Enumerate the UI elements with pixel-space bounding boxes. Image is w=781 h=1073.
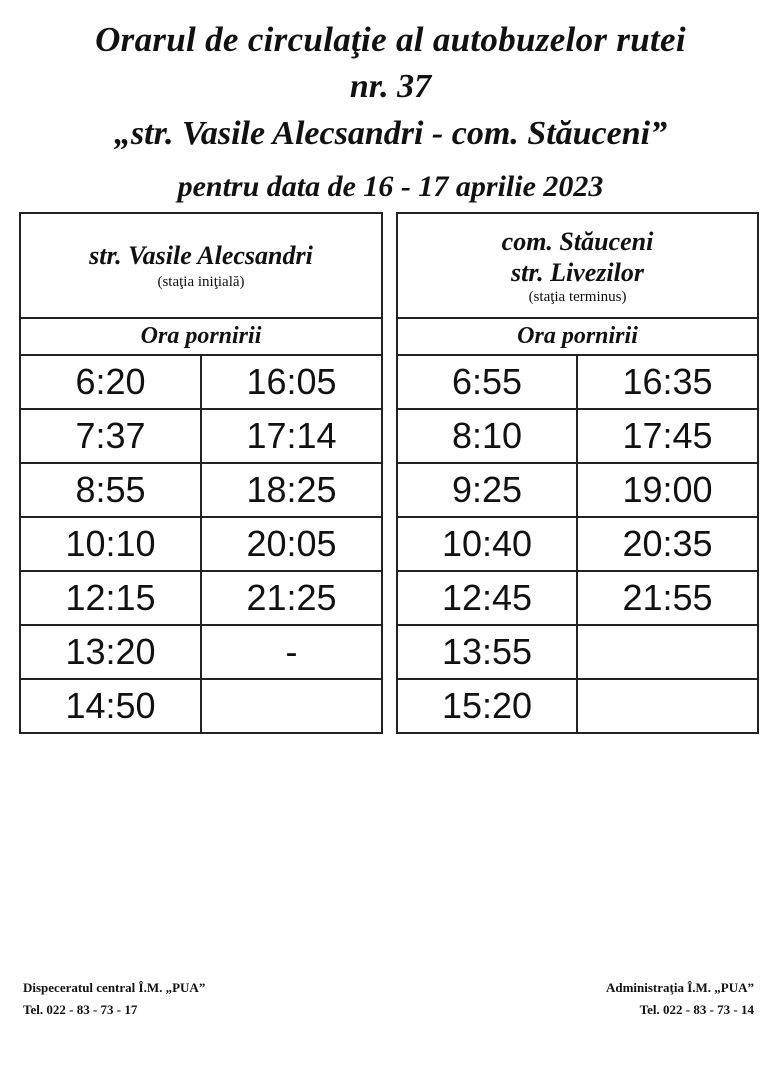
departure-time: 13:20 [20, 625, 201, 679]
initial-departure-label: Ora pornirii [20, 318, 382, 355]
departure-time: 8:55 [20, 463, 201, 517]
dispatch-label: Dispeceratul central Î.M. „PUA” [23, 980, 206, 995]
departure-time: 12:45 [397, 571, 577, 625]
departure-time [577, 679, 758, 733]
route-name: „str. Vasile Alecsandri - com. Stăuceni” [113, 115, 668, 152]
table-row [20, 355, 382, 409]
departure-time [201, 679, 382, 733]
route-number: nr. 37 [349, 68, 432, 105]
departure-time: 13:55 [397, 625, 577, 679]
terminus-station-header [397, 213, 758, 318]
departure-time: 10:40 [397, 517, 577, 571]
table-row [20, 679, 382, 733]
departure-time: 16:05 [201, 355, 382, 409]
table-row [20, 409, 382, 463]
timetable-initial-station [19, 212, 383, 734]
departure-time: 17:14 [201, 409, 382, 463]
departure-time: 20:35 [577, 517, 758, 571]
departure-time: 6:20 [20, 355, 201, 409]
table-row [20, 517, 382, 571]
departure-time: 6:55 [397, 355, 577, 409]
departure-time: 17:45 [577, 409, 758, 463]
departure-time: 15:20 [397, 679, 577, 733]
initial-station-note: (staţia iniţială) [157, 274, 245, 290]
footer-administration [606, 977, 754, 1021]
departure-time: 18:25 [201, 463, 382, 517]
departure-time: 21:25 [201, 571, 382, 625]
footer-dispatch [23, 977, 205, 1021]
table-row [20, 571, 382, 625]
table-row [397, 625, 758, 679]
table-row [397, 355, 758, 409]
administration-label: Administraţia Î.M. „PUA” [605, 980, 754, 995]
departure-time: 7:37 [20, 409, 201, 463]
table-row [397, 571, 758, 625]
terminus-station-note: (staţia terminus) [528, 288, 627, 305]
schedule-date: pentru data de 16 - 17 aprilie 2023 [177, 170, 604, 203]
departure-time: 19:00 [577, 463, 758, 517]
departure-time: 16:35 [577, 355, 758, 409]
title-line-1: Orarul de circulaţie al autobuzelor rutei [95, 20, 686, 59]
table-row [397, 517, 758, 571]
departure-time [577, 625, 758, 679]
departure-time: 14:50 [20, 679, 201, 733]
departure-time: 12:15 [20, 571, 201, 625]
table-row [20, 625, 382, 679]
departure-time: 9:25 [397, 463, 577, 517]
table-row [397, 679, 758, 733]
departure-time: 10:10 [20, 517, 201, 571]
administration-phone: Tel. 022 - 83 - 73 - 14 [639, 1002, 754, 1017]
dispatch-phone: Tel. 022 - 83 - 73 - 17 [23, 1002, 138, 1017]
table-row [20, 463, 382, 517]
terminus-departure-label: Ora pornirii [397, 318, 758, 355]
departure-time: - [201, 625, 382, 679]
departure-time: 20:05 [201, 517, 382, 571]
departure-time: 21:55 [577, 571, 758, 625]
departure-time: 8:10 [397, 409, 577, 463]
initial-station-name: str. Vasile Alecsandri [89, 241, 313, 270]
table-row [397, 463, 758, 517]
timetable-terminus-station [396, 212, 759, 734]
table-row [397, 409, 758, 463]
terminus-station-name: com. Stăuceni [501, 226, 654, 256]
initial-station-header [20, 213, 382, 318]
terminus-street-name: str. Livezilor [511, 257, 644, 287]
